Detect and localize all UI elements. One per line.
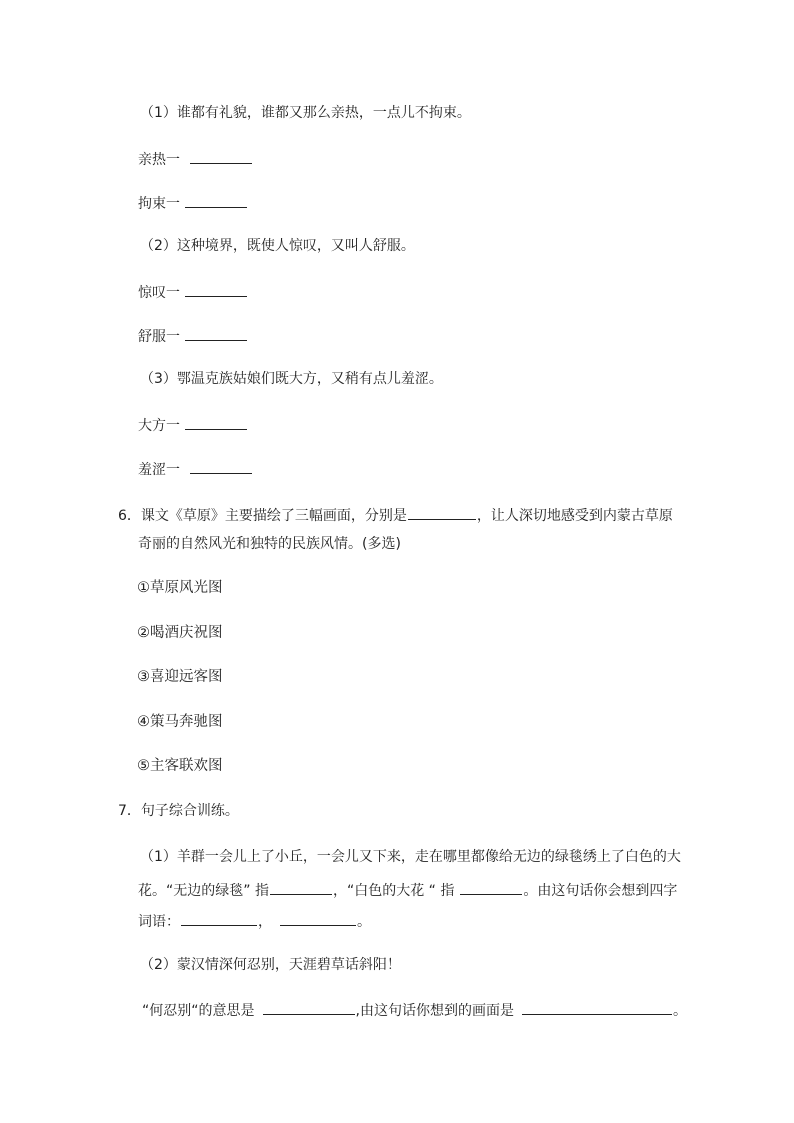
q7-s2-question <box>142 1000 687 1020</box>
q6-text-a: 课文《草原》主要描绘了三幅画面，分别是 <box>140 508 407 524</box>
q6-option-2[interactable]: ②喝酒庆祝图 <box>137 625 223 641</box>
answer-blank[interactable] <box>190 459 252 474</box>
q7-s1-text-d: 。由这句话你会想到四字 <box>523 883 678 899</box>
q6-option-3[interactable]: ③喜迎远客图 <box>137 669 223 685</box>
q5-word-row-5 <box>138 415 248 435</box>
q5-sentence-1: （1）谁都有礼貌，谁都又那么亲热，一点儿不拘束。 <box>140 105 471 121</box>
answer-blank[interactable] <box>522 1000 672 1015</box>
answer-blank[interactable] <box>460 880 522 895</box>
q5-sentence-2: （2）这种境界，既使人惊叹，又叫人舒服。 <box>140 238 415 254</box>
q7-sentence-2: （2）蒙汉情深何忍别，天涯碧草话斜阳！ <box>140 957 401 973</box>
answer-blank[interactable] <box>185 193 247 208</box>
q6-line-1 <box>118 505 673 525</box>
q6-line-2: 奇丽的自然风光和独特的民族风情。(多选) <box>138 536 401 552</box>
q5-sentence-3: （3）鄂温克族姑娘们既大方，又稍有点儿羞涩。 <box>140 371 443 387</box>
q5-word-row-6 <box>138 459 253 479</box>
q7-title <box>118 802 239 820</box>
word-label: 亲热一 <box>138 152 180 168</box>
q6-option-4[interactable]: ④策马奔驰图 <box>137 714 223 730</box>
q7-s2-text-c: 。 <box>672 1003 687 1019</box>
q6-text-b: ，让人深切地感受到内蒙古草原 <box>476 508 673 524</box>
answer-blank[interactable] <box>185 282 247 297</box>
q7-s1-text-g: 。 <box>357 914 371 930</box>
q7-s1-line-1: （1）羊群一会儿上了小丘，一会儿又下来，走在哪里都像给无边的绿毯绣上了白色的大 <box>140 849 681 865</box>
q6-option-1[interactable]: ①草原风光图 <box>137 580 223 596</box>
answer-blank[interactable] <box>408 505 476 520</box>
q7-s1-line-3 <box>138 911 371 931</box>
word-label: 大方一 <box>138 418 180 434</box>
question-number: 7． <box>118 803 141 819</box>
word-label: 惊叹一 <box>138 285 180 301</box>
answer-blank[interactable] <box>270 880 332 895</box>
q5-word-row-2 <box>138 193 248 213</box>
word-label: 羞涩一 <box>138 462 180 478</box>
q5-word-row-3 <box>138 282 248 302</box>
q5-word-row-4 <box>138 326 248 346</box>
q7-s1-line-2 <box>138 880 677 900</box>
q7-s2-text-a: “何忍别“的意思是 <box>142 1003 255 1019</box>
word-label: 舒服一 <box>138 329 180 345</box>
answer-blank[interactable] <box>280 911 356 926</box>
q7-s1-text-e: 词语： <box>138 914 180 930</box>
q7-s1-text-b: 花。“无边的绿毯” 指 <box>138 883 269 899</box>
word-label: 拘束一 <box>138 196 180 212</box>
q7-s2-text-b: ,由这句话你想到的画面是 <box>355 1003 514 1019</box>
q5-word-row-1 <box>138 149 253 169</box>
question-number: 6． <box>118 508 141 524</box>
answer-blank[interactable] <box>181 911 257 926</box>
answer-blank[interactable] <box>190 149 252 164</box>
q7-s1-text-f: ， <box>258 914 272 930</box>
q7-title-text: 句子综合训练。 <box>140 803 239 819</box>
q7-s1-text-c: ，“白色的大花 “ 指 <box>332 883 455 899</box>
answer-blank[interactable] <box>185 415 247 430</box>
answer-blank[interactable] <box>185 326 247 341</box>
q6-option-5[interactable]: ⑤主客联欢图 <box>137 758 223 774</box>
answer-blank[interactable] <box>263 1000 355 1015</box>
